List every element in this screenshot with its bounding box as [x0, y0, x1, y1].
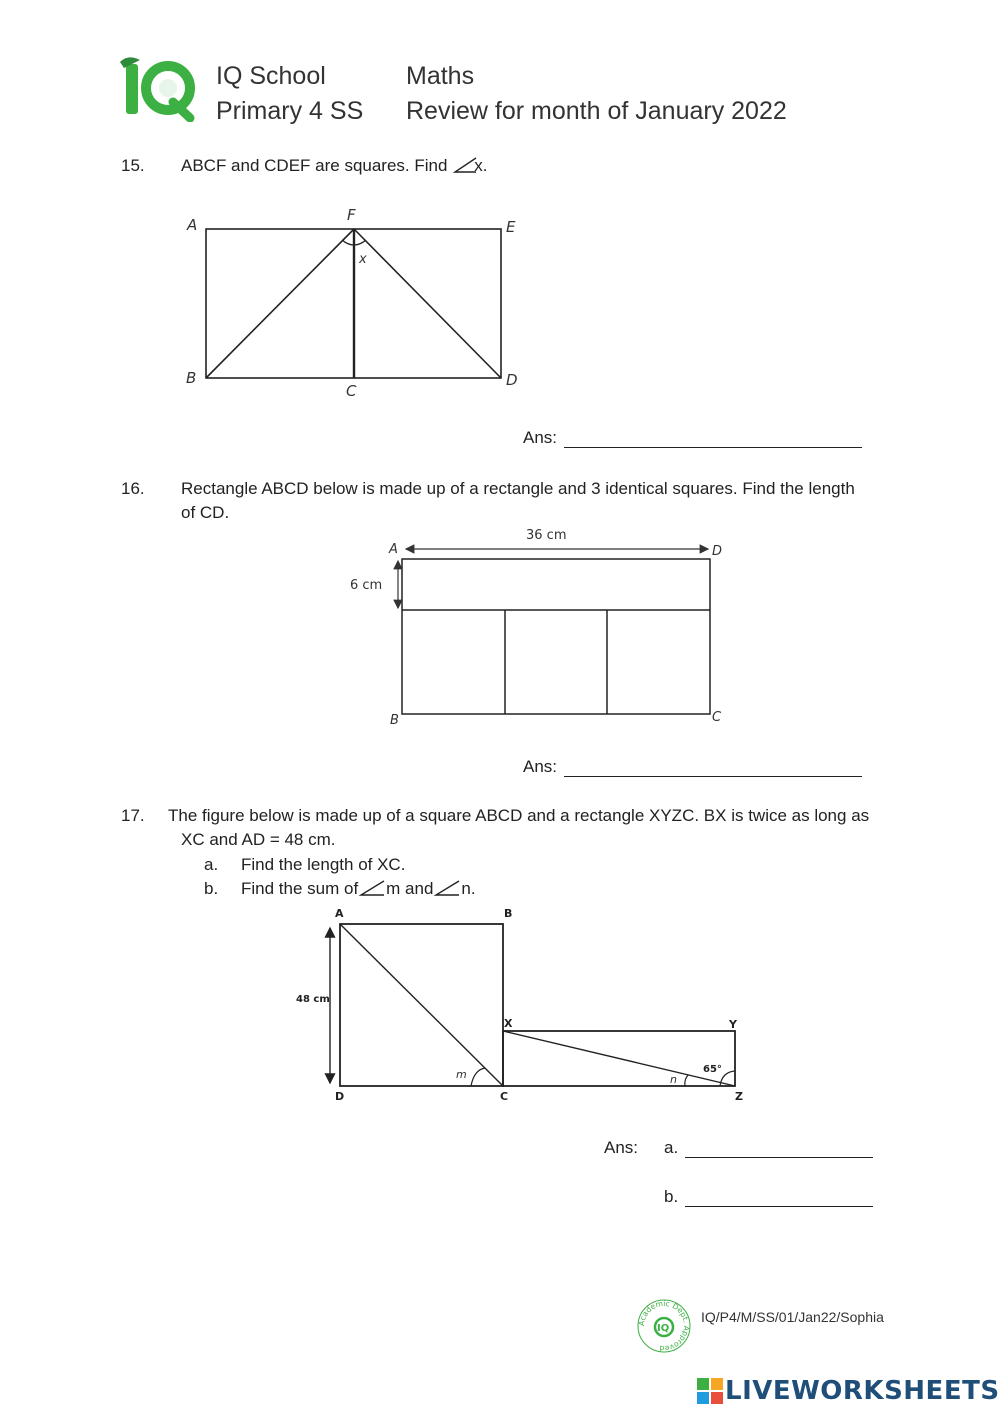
q15-label-d: D: [506, 371, 518, 389]
q15-label-e: E: [506, 218, 516, 236]
q17-part-a: Find the length of XC.: [241, 855, 406, 874]
q15-label-x: x: [359, 252, 367, 267]
stamp-logo: IQ: [657, 1323, 670, 1334]
q17-label-d: D: [335, 1090, 345, 1103]
q15-label-a: A: [187, 216, 198, 234]
q16-label-a: A: [389, 542, 398, 557]
q17-label-z: Z: [735, 1090, 743, 1103]
q17-side-label: 48 cm: [296, 994, 330, 1005]
q16-line2: of CD.: [181, 503, 230, 522]
school-logo: [118, 54, 196, 122]
q15-label-c: C: [346, 382, 357, 400]
q17-answer-a: [664, 1138, 873, 1158]
q17-label-x: X: [504, 1017, 513, 1030]
q15-label-b: B: [186, 369, 197, 387]
q16-number: 16.: [121, 479, 145, 498]
q16-width-label: 36 cm: [526, 528, 567, 543]
q15-text-after: x.: [474, 156, 488, 175]
q16-ans-label: Ans:: [523, 757, 558, 776]
q17-label-c: C: [500, 1090, 509, 1103]
q15-number: 15.: [121, 156, 145, 175]
q17-ans-b-letter: b.: [664, 1187, 679, 1206]
q17-number: 17.: [121, 806, 145, 825]
q15-text-before: ABCF and CDEF are squares. Find: [181, 156, 448, 175]
q15-label-f: F: [347, 206, 356, 224]
q17-answer-b-blank[interactable]: [685, 1190, 873, 1207]
q17-part-b-letter: b.: [204, 879, 219, 898]
q17-part-b-before: Find the sum of: [241, 879, 359, 898]
q16-height-label: 6 cm: [350, 578, 383, 593]
q17-part-b: [241, 879, 476, 899]
angle-symbol-icon: [433, 879, 461, 897]
q16-label-d: D: [712, 544, 723, 559]
q17-ans-a-letter: a.: [664, 1138, 679, 1157]
q17-answer-b: [664, 1187, 873, 1207]
q17-answer-a-blank[interactable]: [685, 1141, 873, 1158]
class-level: Primary 4 SS: [216, 97, 364, 125]
review-title: Review for month of January 2022: [406, 97, 787, 125]
document-code: IQ/P4/M/SS/01/Jan22/Sophia: [701, 1309, 884, 1325]
q17-part-a-letter: a.: [204, 855, 219, 874]
approval-stamp: [636, 1298, 692, 1354]
q16-label-c: C: [712, 710, 722, 725]
q17-label-m: m: [456, 1068, 467, 1081]
q17-label-y: Y: [729, 1018, 737, 1031]
q17-label-n: n: [670, 1073, 677, 1086]
q17-figure: [280, 900, 760, 1110]
q17-label-a: A: [335, 907, 344, 920]
q15-text: [181, 156, 487, 176]
liveworksheets-logo-icon: [697, 1378, 723, 1404]
q16-label-b: B: [390, 713, 399, 728]
q17-ans-label: Ans:: [604, 1138, 639, 1157]
q16-line1: Rectangle ABCD below is made up of a rectangle and 3 identical squares. Find the length: [181, 479, 855, 498]
q17-label-b: B: [504, 907, 513, 920]
stamp-text: Academic Dept. Approved: [636, 1298, 692, 1354]
q17-part-b-after: n.: [461, 879, 476, 898]
q17-line2: XC and AD = 48 cm.: [181, 830, 336, 849]
watermark-text: LIVEWORKSHEETS: [725, 1376, 1000, 1406]
school-name: IQ School: [216, 62, 326, 90]
liveworksheets-watermark: [697, 1376, 1000, 1406]
q15-figure: [180, 200, 530, 405]
q15-answer-blank[interactable]: [564, 431, 862, 448]
q16-answer-line: [523, 757, 862, 777]
q17-angle-label: 65°: [703, 1064, 722, 1075]
q15-ans-label: Ans:: [523, 428, 558, 447]
subject: Maths: [406, 62, 475, 90]
q17-part-b-mid: m and: [386, 879, 434, 898]
q17-line1: The figure below is made up of a square ABCD and a rectangle XYZC. BX is twice as long as: [168, 806, 870, 825]
q15-answer-line: [523, 428, 862, 448]
angle-symbol-icon: [358, 879, 386, 897]
q16-figure: [340, 522, 740, 732]
q16-answer-blank[interactable]: [564, 760, 862, 777]
